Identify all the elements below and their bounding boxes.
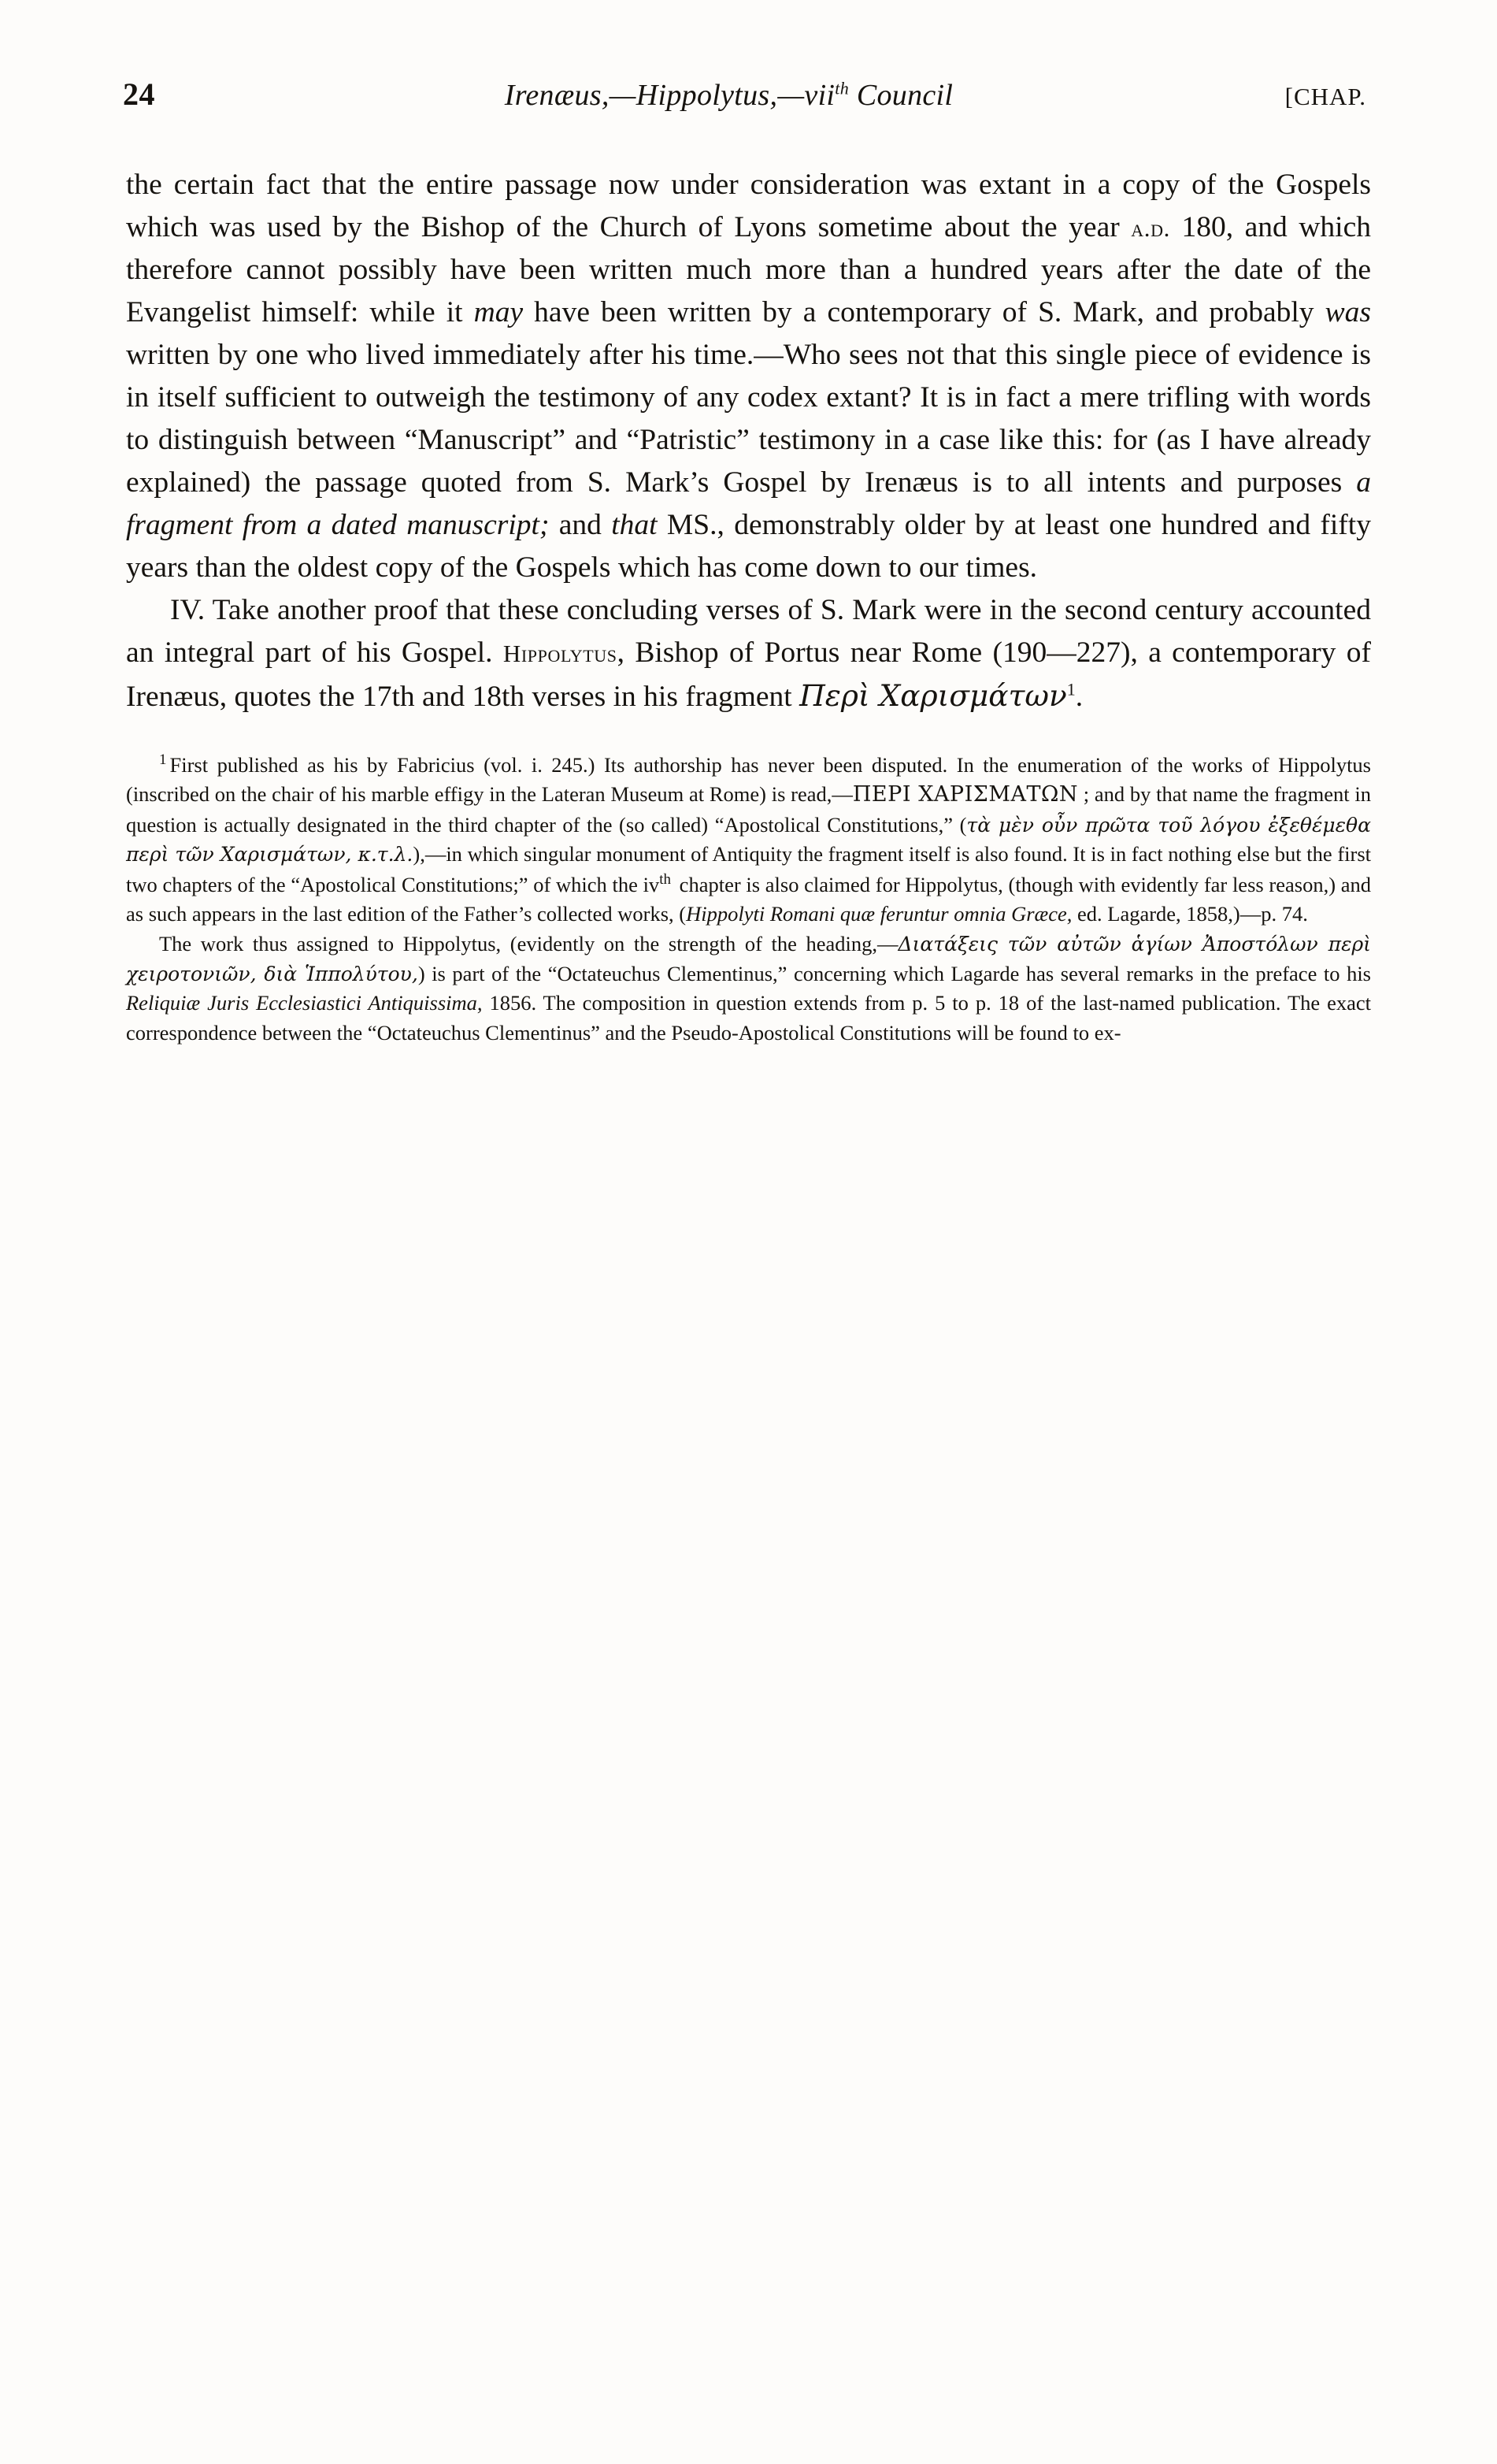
footnote-p2-italic-title: Reliquiæ Juris Ecclesiastici Antiquissima,: [126, 991, 483, 1015]
footnote-paragraph-2: [126, 930, 1371, 1048]
footnote-p1-d: chapter is also claimed for Hippolytus, (though with evidently far less reason,) and as such appears in the last edition of the Father’s collected works, (: [126, 872, 1372, 926]
para1-part-a: the certain fact that the entire passage now under consideration was extant in a copy of the Gospels which was used by the Bishop of the Church of Lyons sometime about the year: [126, 169, 1371, 243]
para1-part-b: 180, and which therefore cannot possibly have been written much more than a hundred years after the date of the Evangelist himself: while it: [126, 211, 1371, 328]
paragraph-2: [126, 589, 1371, 718]
para1-ad: a.d.: [1131, 214, 1170, 242]
running-title-main: Irenæus,—Hippolytus,—vii: [504, 79, 836, 112]
footnote-p2-b: ) is part of the “Octateuchus Clementinus,” concerning which Lagarde has several remarks in the preface to his: [417, 961, 1371, 985]
footnote-p1-e: ed. Lagarde, 1858,)—p. 74.: [1072, 902, 1308, 926]
footnote-greek-quote-2: Διατάξεις τῶν αὐτῶν ἁγίων Ἀποστόλων περὶ χειροτονιῶν, διὰ Ἱππολύτου,: [126, 933, 1371, 985]
para1-that: that: [611, 509, 658, 541]
running-title-superscript: th: [835, 78, 850, 98]
para2-part-a: IV. Take another proof that these concluding verses of S. Mark were in the second century accounted an integral part of his Gospel.: [126, 594, 1371, 669]
para1-was: was: [1325, 296, 1371, 328]
running-head: [123, 76, 1366, 131]
chapter-marker: [CHAP.: [1284, 83, 1366, 110]
running-title-tail: Council: [856, 79, 954, 112]
footnote-p1-c: ),—in which singular monument of Antiquity the fragment itself is also found. It is in fact nothing else but the first two chapters of the “Apostolical Constitutions;” of which the iv: [126, 842, 1372, 896]
footnote-block: [126, 750, 1371, 1048]
para2-greek-title: Περὶ Χαρισμάτων: [799, 678, 1067, 713]
footnote-p2-c: 1856. The composition in question extends from p. 5 to p. 18 of the last-named publication. The exact correspondence between the “Octateuchus Clementinus” and the Pseudo-Apostolical Constitutions will be found to ex-: [126, 991, 1371, 1045]
footnote-p1-superscript: th: [659, 871, 671, 889]
page-number: 24: [123, 76, 155, 112]
footnote-greek-caps: ΠΕΡΙ ΧΑΡΙΣΜΑΤΩΝ: [852, 782, 1079, 807]
para1-part-c: have been written by a contemporary of S. Mark, and probably: [523, 296, 1325, 328]
footnote-p2-a: The work thus assigned to Hippolytus, (evidently on the strength of the heading,—: [159, 932, 899, 956]
para1-part-d: written by one who lived immediately after his time.—Who sees not that this single piece of evidence is in itself sufficient to outweigh the testimony of any codex extant? It is in fact a mere trifling with words to distinguish between “Manuscript” and “Patristic” testimony in a case like this: for (as I have already explained) the passage quoted from S. Mark’s Gospel by Irenæus is to all intents and purposes: [126, 339, 1371, 499]
paragraph-1: [126, 164, 1371, 589]
footnote-p1-italic-title: Hippolyti Romani quæ feruntur omnia Græce,: [686, 902, 1073, 926]
footnote-p1-b: ; and by that name the fragment in question is actually designated in the third chapter of the (so called) “Apostolical Constitutions,” (: [126, 782, 1371, 837]
footnote-greek-quote-1: τὰ μὲν οὖν πρῶτα τοῦ λόγου ἐξεθέμεθα περὶ τῶν Χαρισμάτων, κ.τ.λ.: [126, 813, 1371, 866]
para2-part-c: .: [1075, 681, 1084, 713]
footnote-paragraph-1: [126, 750, 1371, 930]
para1-may: may: [473, 296, 524, 328]
para1-part-f: MS., demonstrably older by at least one hundred and fifty years than the oldest copy of the Gospels which has come down to our times.: [126, 509, 1371, 584]
footnote-reference-1[interactable]: 1: [1066, 679, 1076, 699]
running-title: [217, 78, 1240, 113]
footnote-marker: 1: [159, 751, 167, 768]
para1-part-e: and: [549, 509, 612, 541]
footnote-p1-a: First published as his by Fabricius (vol. i. 245.) Its authorship has never been disputed. In the enumeration of the works of Hippolytus (inscribed on the chair of his marble effigy in the Lateran Museum at Rome) is read,—: [126, 752, 1371, 807]
para2-hippolytus: Hippolytus: [502, 640, 617, 667]
body-text: [126, 164, 1371, 718]
para2-part-b: , Bishop of Portus near Rome (190—227), a contemporary of Irenæus, quotes the 17th and 18th verses in his fragment: [126, 636, 1372, 713]
para1-fragment-phrase: a fragment from a dated manuscript;: [126, 466, 1371, 541]
